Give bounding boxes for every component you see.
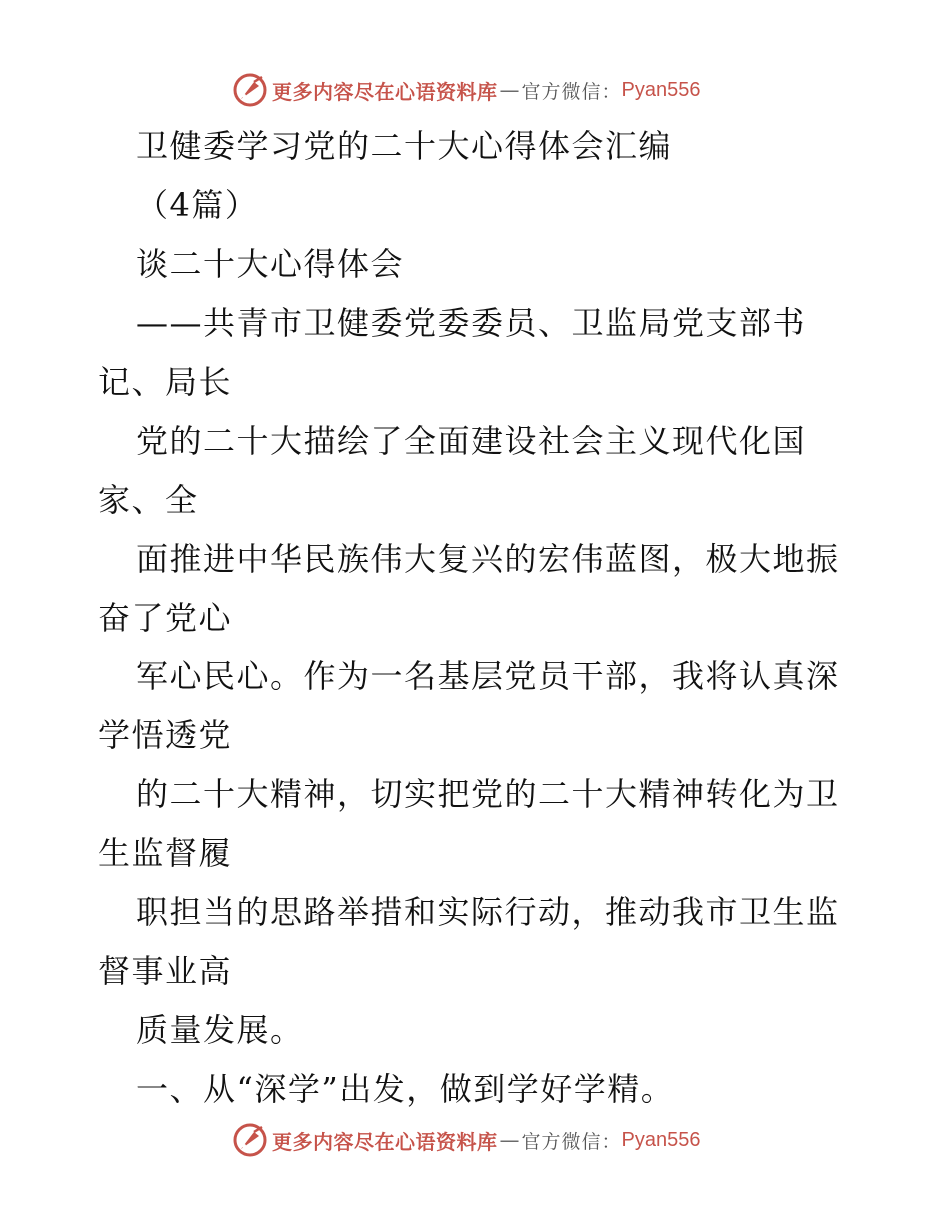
paragraph-line: 质量发展。 [136, 1011, 304, 1049]
article-title: 谈二十大心得体会 [136, 245, 405, 283]
quill-logo-icon [232, 1122, 268, 1158]
paragraph-line: 军心民心。作为一名基层党员干部，我将认真深 [136, 657, 840, 695]
watermark-wechat-label: 官方微信： [521, 80, 622, 103]
paragraph-line: 家、全 [98, 481, 199, 519]
paragraph-line: 党的二十大描绘了全面建设社会主义现代化国 [136, 422, 807, 460]
paragraph-line: 职担当的思路举措和实际行动，推动我市卫生监 [136, 893, 840, 931]
watermark-wechat-id: Pyan556 [621, 78, 701, 101]
author-line: ——共青市卫健委党委委员、卫监局党支部书 [136, 304, 807, 342]
document-title: 卫健委学习党的二十大心得体会汇编 [136, 127, 673, 165]
author-line-cont: 记、局长 [98, 363, 233, 401]
watermark-dash: — [499, 78, 520, 102]
watermark-wechat-id: Pyan556 [621, 1128, 701, 1151]
watermark-title: 更多内容尽在心语资料库 [272, 1129, 498, 1154]
watermark-title: 更多内容尽在心语资料库 [272, 79, 498, 104]
paragraph-line: 面推进中华民族伟大复兴的宏伟蓝图，极大地振 [136, 540, 840, 578]
watermark-dash: — [499, 1128, 520, 1152]
paragraph-line: 的二十大精神，切实把党的二十大精神转化为卫 [136, 775, 840, 813]
paragraph-line: 学悟透党 [98, 716, 233, 754]
footer-watermark [232, 1122, 700, 1158]
paragraph-line: 督事业高 [98, 952, 233, 990]
section-heading: 一、从“深学”出发，做到学好学精。 [136, 1070, 675, 1108]
document-subtitle: （4篇） [136, 186, 259, 224]
paragraph-line: 奋了党心 [98, 599, 233, 637]
watermark-wechat-label: 官方微信： [521, 1130, 622, 1153]
paragraph-line: 生监督履 [98, 834, 233, 872]
